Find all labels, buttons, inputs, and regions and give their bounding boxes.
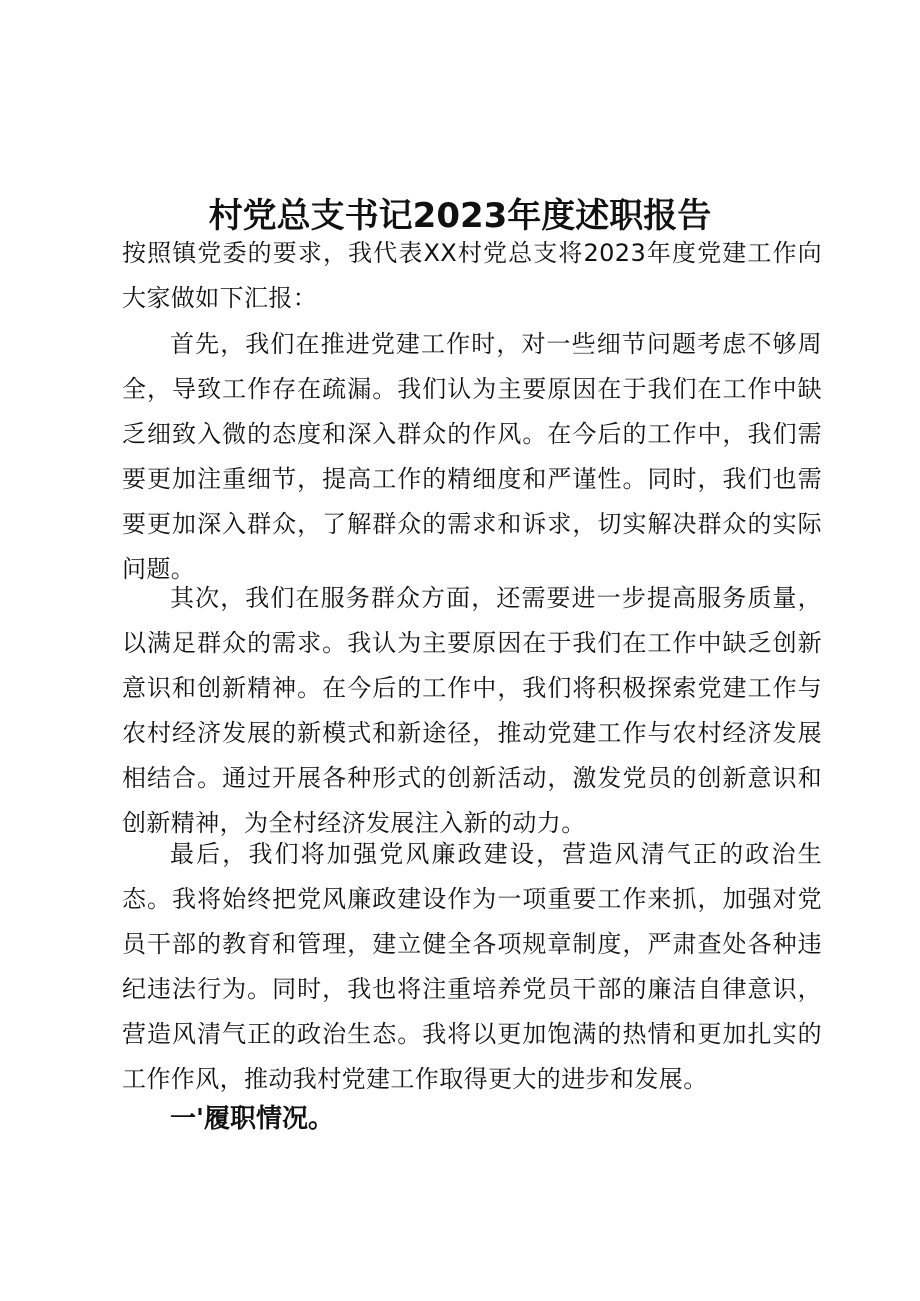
section-heading: 一'履职情况。 [170, 1104, 334, 1134]
paragraph-second: 其次，我们在服务群众方面，还需要进一步提高服务质量，以满足群众的需求。我认为主要原因在于我们在工作中缺乏创新意识和创新精神。在今后的工作中，我们将积极探索党建工作与农村经济发展的新模式和新途径，推动党建工作与农村经济发展相结合。通过开展各种形式的创新活动，激发党员的创新意识和创新精神，为全村经济发展注入新的动力。 [122, 584, 822, 837]
paragraph-intro: 按照镇党委的要求，我代表XX村党总支将2023年度党建工作向大家做如下汇报： [122, 239, 822, 312]
paragraph-last: 最后，我们将加强党风廉政建设，营造风清气正的政治生态。我将始终把党风廉政建设作为一项重要工作来抓，加强对党员干部的教育和管理，建立健全各项规章制度，严肃查处各种违纪违法行为。同时，我也将注重培养党员干部的廉洁自律意识，营造风清气正的政治生态。我将以更加饱满的热情和更加扎实的工作作风，推动我村党建工作取得更大的进步和发展。 [122, 840, 822, 1093]
document-title: 村党总支书记2023年度述职报告 [208, 195, 712, 236]
paragraph-first: 首先，我们在推进党建工作时，对一些细节问题考虑不够周全，导致工作存在疏漏。我们认为主要原因在于我们在工作中缺乏细致入微的态度和深入群众的作风。在今后的工作中，我们需要更加注重细节，提高工作的精细度和严谨性。同时，我们也需要更加深入群众，了解群众的需求和诉求，切实解决群众的实际问题。 [122, 330, 822, 583]
